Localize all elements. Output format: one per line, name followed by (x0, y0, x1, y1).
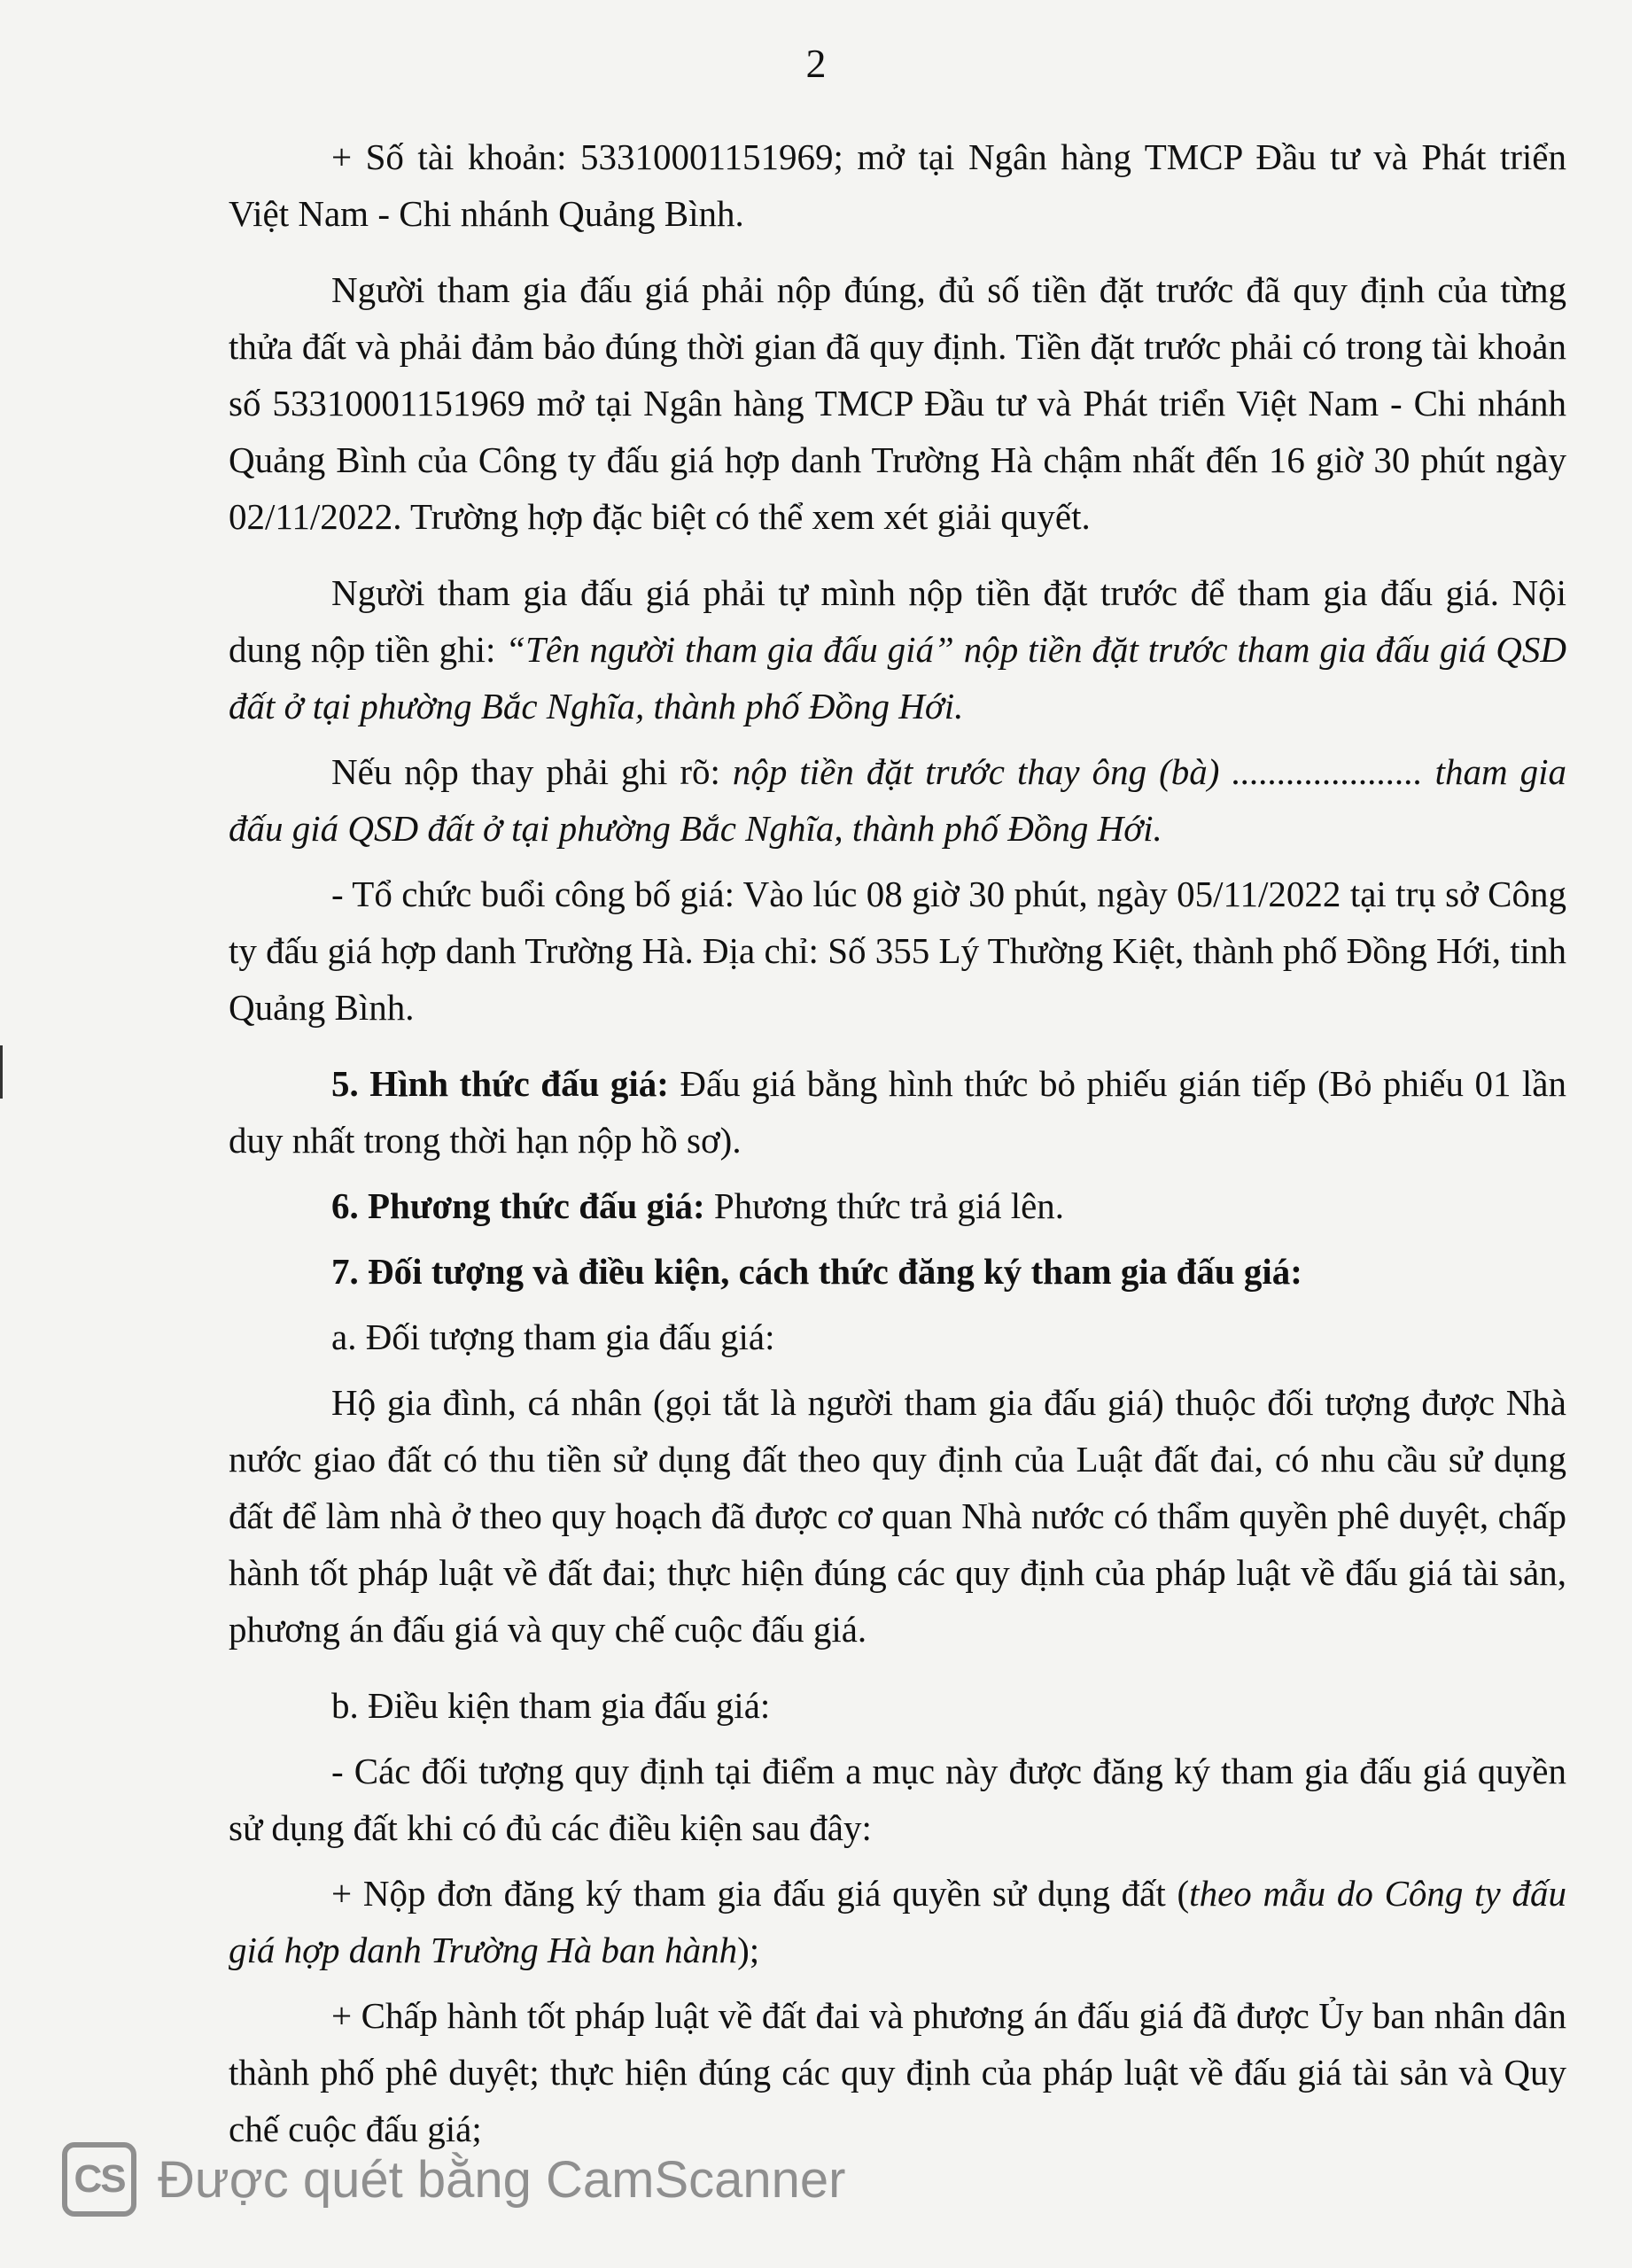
registration-form-text: + Nộp đơn đăng ký tham gia đấu giá quyền sử dụng đất ( (331, 1873, 1190, 1914)
paragraph-price-announcement: - Tổ chức buổi công bố giá: Vào lúc 08 giờ 30 phút, ngày 05/11/2022 tại trụ sở Công ty đấu giá hợp danh Trường Hà. Địa chỉ: Số 355 Lý Thường Kiệt, thành phố Đồng Hới, tinh Quảng Bình. (229, 874, 1566, 1028)
camscanner-logo-icon: CS (62, 2142, 136, 2217)
subheading-participants: a. Đối tượng tham gia đấu giá: (331, 1317, 775, 1357)
auction-method-body: Phương thức trả giá lên. (704, 1185, 1065, 1226)
paragraph-account-number: + Số tài khoản: 53310001151969; mở tại Ngân hàng TMCP Đầu tư và Phát triển Việt Nam - Chi nhánh Quảng Bình. (229, 136, 1566, 234)
registration-form-close: ); (737, 1930, 760, 1970)
auction-form-heading: 5. Hình thức đấu giá: (331, 1063, 669, 1104)
paragraph-participant-eligibility: Hộ gia đình, cá nhân (gọi tắt là người tham gia đấu giá) thuộc đối tượng được Nhà nước giao đất có thu tiền sử dụng đất theo quy định của Luật đất đai, có nhu cầu sử dụng đất để làm nhà ở theo quy hoạch đã được cơ quan Nhà nước có thẩm quyền phê duyệt, chấp hành tốt pháp luật về đất đai; thực hiện đúng các quy định của pháp luật về đấu giá tài sản, phương án đấu giá và quy chế cuộc đấu giá. (229, 1382, 1566, 1650)
paragraph-compliance: + Chấp hành tốt pháp luật về đất đai và phương án đấu giá đã được Ủy ban nhân dân thành phố phê duyệt; thực hiện đúng các quy định của pháp luật về đấu giá tài sản và Quy chế cuộc đấu giá; (229, 1995, 1566, 2149)
deposit-content-italic: “Tên người tham gia đấu giá” nộp tiền đặt trước tham gia đấu giá QSD đất ở tại phường Bắc Nghĩa, thành phố Đồng Hới. (229, 629, 1566, 726)
document-body (229, 128, 1566, 2177)
auction-method-heading: 6. Phương thức đấu giá: (331, 1185, 705, 1226)
camscanner-watermark (62, 2144, 846, 2215)
page-number: 2 (805, 41, 827, 86)
scan-edge-mark (0, 1045, 3, 1099)
deposit-content-text: Người tham gia đấu giá phải tự mình nộp tiền đặt trước để tham gia đấu giá. Nội dung nộp tiền ghi: (229, 572, 1566, 670)
paragraph-registration-form (229, 1865, 1566, 1978)
proxy-deposit-italic: nộp tiền đặt trước thay ông (bà) ..................... tham gia đấu giá QSD đất ở tại phường Bắc Nghĩa, thành phố Đồng Hới. (229, 751, 1566, 849)
paragraph-conditions-intro: - Các đối tượng quy định tại điểm a mục này được đăng ký tham gia đấu giá quyền sử dụng đất khi có đủ các điều kiện sau đây: (229, 1751, 1566, 1848)
paragraph-proxy-deposit (229, 743, 1566, 857)
paragraph-auction-form (229, 1055, 1566, 1169)
proxy-deposit-text: Nếu nộp thay phải ghi rõ: (331, 751, 733, 792)
subheading-conditions: b. Điều kiện tham gia đấu giá: (331, 1685, 771, 1726)
section-heading-participants: 7. Đối tượng và điều kiện, cách thức đăng ký tham gia đấu giá: (331, 1251, 1302, 1292)
auction-form-body: Đấu giá bằng hình thức bỏ phiếu gián tiếp (Bỏ phiếu 01 lần duy nhất trong thời hạn nộp hồ sơ). (229, 1063, 1566, 1161)
watermark-text: Được quét bằng CamScanner (158, 2150, 846, 2209)
paragraph-auction-method (229, 1177, 1566, 1234)
registration-form-italic: theo mẫu do Công ty đấu giá hợp danh Trường Hà ban hành (229, 1873, 1566, 1970)
paragraph-deposit-content (229, 564, 1566, 734)
paragraph-deposit-requirement: Người tham gia đấu giá phải nộp đúng, đủ số tiền đặt trước đã quy định của từng thửa đất và phải đảm bảo đúng thời gian đã quy định. Tiền đặt trước phải có trong tài khoản số 53310001151969 mở tại Ngân hàng TMCP Đầu tư và Phát triển Việt Nam - Chi nhánh Quảng Bình của Công ty đấu giá hợp danh Trường Hà chậm nhất đến 16 giờ 30 phút ngày 02/11/2022. Trường hợp đặc biệt có thể xem xét giải quyết. (229, 269, 1566, 537)
